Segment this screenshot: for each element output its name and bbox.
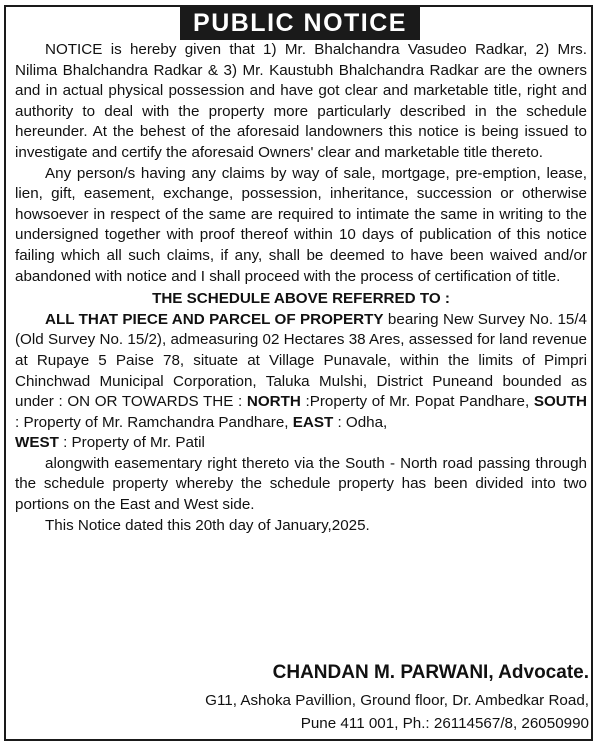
address-line-1: G11, Ashoka Pavillion, Ground floor, Dr. Ambedkar Road, — [205, 692, 589, 709]
schedule-heading: THE SCHEDULE ABOVE REFERRED TO : — [152, 290, 450, 308]
north-label: NORTH — [246, 393, 301, 411]
property-text: bearing New Survey No. 15/4 (Old Survey No. 15/2), admeasuring 02 Hectares 38 Ares, assessed for land revenue at Rupaye 5 Paise 78, situate at Village Punavale, within the limits of Pimpri Chinchwad Municipal Corporation, Taluka Mulshi, District Puneand bounded as under : ON OR TOWARDS THE : — [15, 310, 587, 411]
notice-date: This Notice dated this 20th day of January,2025. — [45, 516, 370, 534]
south-label: SOUTH — [533, 393, 587, 411]
east-text: : Odha, — [333, 413, 388, 431]
west-label: WEST — [15, 434, 59, 452]
west-text: : Property of Mr. Patil — [58, 434, 205, 452]
east-label: EAST — [292, 413, 334, 431]
address-line-2: Pune 411 001, Ph.: 26114567/8, 26050990 — [300, 715, 589, 732]
signatory — [273, 662, 589, 684]
notice-body — [15, 40, 587, 536]
property-description — [15, 310, 587, 454]
notice-paragraph-ownership: NOTICE is hereby given that 1) Mr. Bhalchandra Vasudeo Radkar, 2) Mrs. Nilima Bhalchandra Radkar & 3) Mr. Kaustubh Bhalchandra Radkar are the owners and in actual physical possession and have got clear and marketable title, right and authority to deal with the property more particularly described in the schedule hereunder. At the behest of the aforesaid landowners this notice is being issued to investigate and certify the aforesaid Owners' clear and marketable title thereto. — [15, 41, 587, 161]
north-text: :Property of Mr. Popat Pandhare, — [300, 393, 534, 411]
notice-title: PUBLIC NOTICE — [180, 6, 420, 40]
signatory-name: CHANDAN M. PARWANI, — [272, 662, 494, 683]
signatory-role: Advocate. — [493, 662, 589, 683]
easement-paragraph: alongwith easementary right thereto via the South - North road passing through the schedule property whereby the schedule property has been divided into two portions on the East and West side. — [15, 454, 587, 514]
notice-paragraph-claims: Any person/s having any claims by way of sale, mortgage, pre-emption, lease, lien, gift, easement, exchange, possession, inheritance, succession or otherwise howsoever in respect of the same are required to intimate the same in writing to the undersigned together with proof thereof within 10 days of publication of this notice failing which all such claims, if any, shall be deemed to have been waived and/or abandoned with notice and I shall proceed with the process of certification of title. — [15, 164, 587, 285]
property-lead: ALL THAT PIECE AND PARCEL OF PROPERTY — [45, 310, 384, 328]
south-text: : Property of Mr. Ramchandra Pandhare, — [15, 413, 293, 431]
signatory-address — [205, 689, 589, 735]
